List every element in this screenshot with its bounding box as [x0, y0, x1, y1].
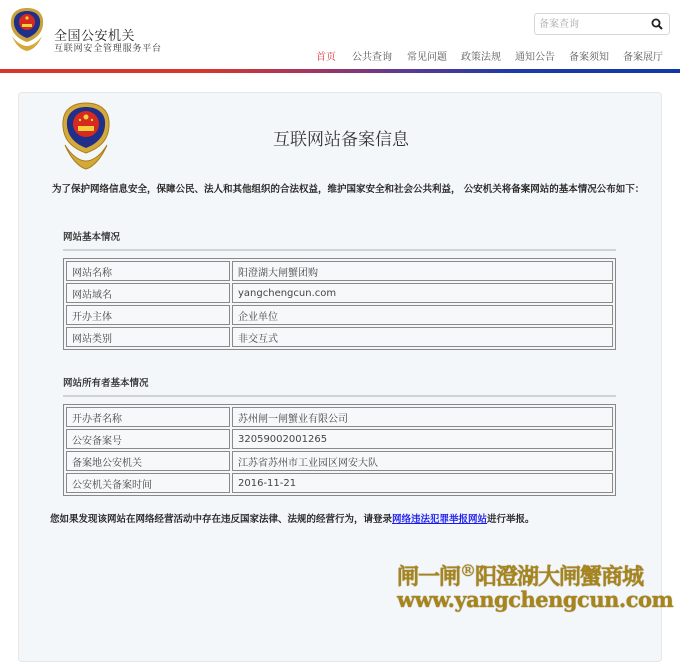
row-value: 2016-11-21 [232, 473, 613, 493]
table-row [66, 451, 613, 471]
table-row [66, 429, 613, 449]
nav-public-query[interactable]: 公共查询 [352, 52, 392, 63]
site-title: 全国公安机关 [54, 29, 136, 44]
row-value: 32059002001265 [232, 429, 613, 449]
watermark-slogan: 阳澄湖大闸蟹商城 [475, 564, 644, 590]
section-divider [63, 395, 616, 397]
police-emblem-icon [6, 6, 48, 52]
page-title: 互联网站备案信息 [273, 130, 409, 150]
owner-section-heading: 网站所有者基本情况 [63, 378, 149, 389]
nav-home[interactable]: 首页 [316, 52, 336, 63]
search-icon[interactable] [651, 18, 663, 30]
table-row [66, 305, 613, 325]
row-value: 苏州闸一闸蟹业有限公司 [232, 407, 613, 427]
watermark-brand-line [397, 559, 647, 589]
site-subtitle: 互联网安全管理服务平台 [54, 44, 162, 54]
watermark-url: www.yangchengcun.com [397, 587, 674, 612]
row-value: 企业单位 [232, 305, 613, 325]
nav-filing-guide[interactable]: 备案须知 [569, 52, 609, 63]
row-label: 公安备案号 [66, 429, 230, 449]
filing-info-panel [18, 92, 674, 662]
table-row [66, 473, 613, 493]
nav-policy[interactable]: 政策法规 [461, 52, 501, 63]
row-label: 开办主体 [66, 305, 230, 325]
row-label: 网站类别 [66, 327, 230, 347]
registered-mark: ® [460, 561, 476, 580]
table-row [66, 283, 613, 303]
header-divider [0, 69, 680, 73]
report-notice [50, 511, 535, 525]
nav-notices[interactable]: 通知公告 [515, 52, 555, 63]
notice-text-end: 进行举报。 [487, 514, 535, 525]
nav-showcase[interactable]: 备案展厅 [623, 52, 663, 63]
row-label: 备案地公安机关 [66, 451, 230, 471]
row-value: 阳澄湖大闸蟹团购 [232, 261, 613, 281]
table-row [66, 407, 613, 427]
nav-faq[interactable]: 常见问题 [407, 52, 447, 63]
row-label: 开办者名称 [66, 407, 230, 427]
brand-watermark [397, 559, 674, 612]
row-value: 非交互式 [232, 327, 613, 347]
row-value: yangchengcun.com [232, 283, 613, 303]
website-section-heading: 网站基本情况 [63, 232, 121, 243]
website-info-table [63, 258, 616, 350]
owner-info-table [63, 404, 616, 496]
intro-text: 为了保护网络信息安全，保障公民、法人和其他组织的合法权益，维护国家安全和社会公共利益， 公安机关将备案网站的基本情况公布如下： [52, 184, 645, 195]
report-site-link[interactable]: 网络违法犯罪举报网站 [392, 514, 488, 525]
search-input[interactable] [539, 16, 649, 32]
watermark-brand: 闸一闸 [397, 564, 461, 590]
main-nav [0, 48, 680, 64]
table-row [66, 327, 613, 347]
table-row [66, 261, 613, 281]
search-box[interactable] [534, 13, 670, 35]
site-header [0, 0, 680, 70]
section-divider [63, 249, 616, 251]
row-label: 网站域名 [66, 283, 230, 303]
notice-text: 您如果发现该网站在网络经营活动中存在违反国家法律、法规的经营行为，请登录 [50, 514, 393, 525]
row-label: 公安机关备案时间 [66, 473, 230, 493]
row-value: 江苏省苏州市工业园区网安大队 [232, 451, 613, 471]
row-label: 网站名称 [66, 261, 230, 281]
